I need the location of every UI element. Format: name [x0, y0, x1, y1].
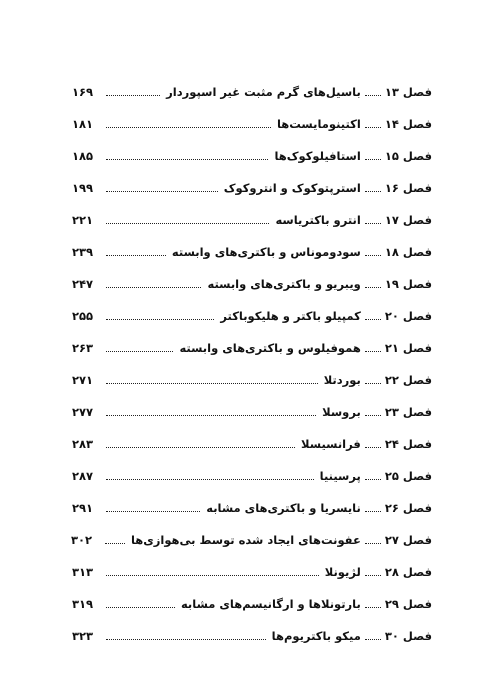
chapter-title: نایسریا و باکتری‌های مشابه [206, 501, 361, 515]
chapter-dot-leader [365, 639, 381, 640]
toc-entry [72, 108, 432, 140]
page-number: ۳۱۹ [72, 597, 94, 611]
page-number: ۲۸۳ [72, 437, 94, 451]
chapter-title: استافیلوکوک‌ها [274, 149, 361, 163]
chapter-title: استرپتوکوک و انتروکوک [223, 181, 361, 195]
chapter-title: هموفیلوس و باکتری‌های وابسته [179, 341, 361, 355]
chapter-title: اکتینومایست‌ها [276, 117, 361, 131]
toc-entry [72, 268, 432, 300]
chapter-title: بروسلا [322, 405, 361, 419]
chapter-number: فصل ۲۲ [384, 373, 432, 387]
toc-entry [72, 428, 432, 460]
chapter-title: میکو باکتریوم‌ها [271, 629, 361, 643]
chapter-title: باسیل‌های گرم مثبت غیر اسپوردار [166, 85, 361, 99]
chapter-number: فصل ۱۹ [384, 277, 432, 291]
chapter-number: فصل ۲۹ [384, 597, 432, 611]
toc-entry [72, 364, 432, 396]
toc-entry [72, 332, 432, 364]
dot-leader [106, 127, 271, 128]
chapter-number: فصل ۱۸ [384, 245, 432, 259]
chapter-title: پرسینیا [319, 469, 361, 483]
dot-leader [106, 95, 160, 96]
page-number: ۲۷۱ [72, 373, 94, 387]
page-number: ۱۸۱ [72, 117, 94, 131]
page-number: ۲۲۱ [72, 213, 94, 227]
toc-entry [72, 236, 432, 268]
chapter-number: فصل ۱۵ [384, 149, 432, 163]
dot-leader [106, 223, 269, 224]
chapter-dot-leader [365, 479, 381, 480]
chapter-number: فصل ۲۵ [384, 469, 432, 483]
toc-entry [72, 620, 432, 652]
chapter-title: ویبریو و باکتری‌های وابسته [207, 277, 361, 291]
chapter-dot-leader [365, 511, 381, 512]
chapter-dot-leader [365, 607, 381, 608]
chapter-dot-leader [365, 159, 381, 160]
chapter-dot-leader [365, 191, 381, 192]
page-number: ۱۹۹ [72, 181, 94, 195]
chapter-number: فصل ۲۸ [384, 565, 432, 579]
chapter-number: فصل ۱۶ [384, 181, 432, 195]
page-number: ۲۸۷ [72, 469, 94, 483]
toc-entry [72, 76, 432, 108]
chapter-dot-leader [365, 543, 381, 544]
toc-entry [72, 492, 432, 524]
chapter-number: فصل ۱۴ [384, 117, 432, 131]
toc-entry [72, 460, 432, 492]
chapter-number: فصل ۳۰ [384, 629, 432, 643]
page-number: ۳۰۲ [70, 533, 92, 547]
page-number: ۲۶۳ [72, 341, 94, 355]
toc-entry [72, 172, 432, 204]
chapter-number: فصل ۲۱ [384, 341, 432, 355]
page-number: ۱۸۵ [72, 149, 94, 163]
chapter-dot-leader [365, 223, 381, 224]
dot-leader [106, 351, 173, 352]
dot-leader [106, 607, 175, 608]
chapter-number: فصل ۲۷ [384, 533, 432, 547]
chapter-dot-leader [365, 127, 381, 128]
table-of-contents [72, 76, 432, 652]
chapter-number: فصل ۲۰ [384, 309, 432, 323]
chapter-number: فصل ۲۴ [384, 437, 432, 451]
dot-leader [106, 511, 200, 512]
page-number: ۲۷۷ [72, 405, 94, 419]
chapter-number: فصل ۲۳ [384, 405, 432, 419]
toc-entry [72, 396, 432, 428]
chapter-title: فرانسیسلا [301, 437, 361, 451]
dot-leader [106, 479, 314, 480]
page-number: ۲۵۵ [72, 309, 94, 323]
chapter-title: عفونت‌های ایجاد شده توسط بی‌هوازی‌ها [130, 533, 361, 547]
dot-leader [105, 543, 125, 544]
chapter-title: کمپیلو باکتر و هلیکوباکتر [220, 309, 361, 323]
chapter-title: سودوموناس و باکتری‌های وابسته [171, 245, 361, 259]
dot-leader [106, 159, 268, 160]
chapter-number: فصل ۲۶ [384, 501, 432, 515]
chapter-number: فصل ۱۷ [384, 213, 432, 227]
toc-entry [72, 204, 432, 236]
page-number: ۲۴۷ [72, 277, 94, 291]
chapter-dot-leader [365, 351, 381, 352]
dot-leader [106, 383, 318, 384]
chapter-number: فصل ۱۳ [384, 85, 432, 99]
toc-entry [72, 140, 432, 172]
chapter-dot-leader [365, 383, 381, 384]
dot-leader [106, 575, 319, 576]
chapter-dot-leader [365, 319, 381, 320]
toc-entry [72, 524, 432, 556]
dot-leader [106, 191, 218, 192]
chapter-dot-leader [365, 447, 381, 448]
chapter-title: انترو باکتریاسه [275, 213, 361, 227]
chapter-dot-leader [365, 287, 381, 288]
dot-leader [106, 287, 201, 288]
toc-entry [72, 300, 432, 332]
page-number: ۳۲۳ [72, 629, 94, 643]
dot-leader [106, 447, 295, 448]
dot-leader [106, 639, 266, 640]
chapter-dot-leader [365, 415, 381, 416]
dot-leader [106, 319, 214, 320]
chapter-dot-leader [365, 255, 381, 256]
chapter-title: بارتونلاها و ارگانیسم‌های مشابه [180, 597, 361, 611]
dot-leader [106, 255, 166, 256]
chapter-dot-leader [365, 95, 381, 96]
chapter-title: بوردتلا [323, 373, 361, 387]
dot-leader [106, 415, 316, 416]
chapter-title: لژیونلا [324, 565, 361, 579]
toc-entry [72, 588, 432, 620]
page-number: ۳۱۳ [72, 565, 94, 579]
chapter-dot-leader [365, 575, 381, 576]
page-number: ۲۳۹ [72, 245, 94, 259]
page-number: ۱۶۹ [72, 85, 94, 99]
page-number: ۲۹۱ [72, 501, 94, 515]
toc-entry [72, 556, 432, 588]
